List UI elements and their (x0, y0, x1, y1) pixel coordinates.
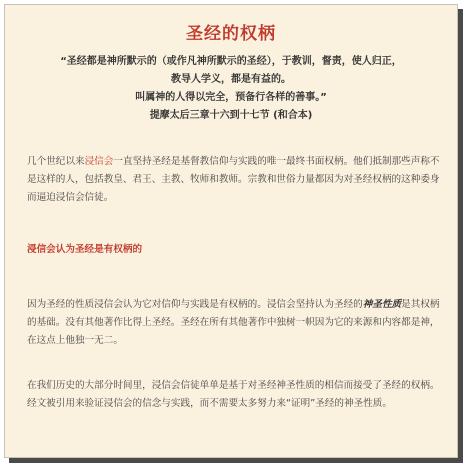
quote-line-1: “圣经都是神所默示的（或作凡神所默示的圣经），于教训，督责，使人归正， (60, 56, 402, 67)
paragraph-history (27, 153, 443, 207)
paragraph-history-rest: 一直坚持圣经是基督教信仰与实践的唯一最终书面权柄。他们抵制那些声称不是这样的人，包括教皇、君王、主教、牧师和教师。宗教和世俗力量都因为对圣经权柄的这种委身而逼迫浸信会信徒。 (27, 156, 440, 203)
paragraph-authority-prefix: 因为圣经的性质浸信会认为它对信仰与实践是有权柄的。浸信会坚持认为圣经的 (27, 299, 363, 310)
emphasis-divine-nature: 神圣性质 (362, 299, 402, 310)
baptist-link[interactable]: 浸信会 (84, 156, 114, 167)
article-card (4, 4, 458, 458)
quote-line-2: 教导人学义，都是有益的。 (171, 74, 291, 85)
section-heading: 浸信会认为圣经是有权柄的 (27, 244, 143, 255)
paragraph-history-prefix: 几个世纪以来 (27, 156, 85, 167)
quote-reference: 提摩太后三章十六到十七节 (和合本) (149, 110, 313, 121)
page-title: 圣经的权柄 (186, 24, 276, 44)
scripture-quote (15, 53, 447, 125)
paragraph-acceptance: 在我们历史的大部分时间里，浸信会信徒单单是基于对圣经神圣性质的相信而接受了圣经的权柄。经文被引用来验证浸信会的信念与实践，而不需要太多努力来“证明”圣经的神圣性质。 (27, 380, 440, 409)
paragraph-authority-rest: 是其权柄的基础。没有其他著作比得上圣经。圣经在所有其他著作中独树一帜因为它的来源和内容都是神，在这点上他独一无二。 (27, 299, 440, 346)
quote-line-3: 叫属神的人得以完全，预备行各样的善事。” (135, 92, 327, 103)
paragraph-authority (27, 296, 443, 350)
